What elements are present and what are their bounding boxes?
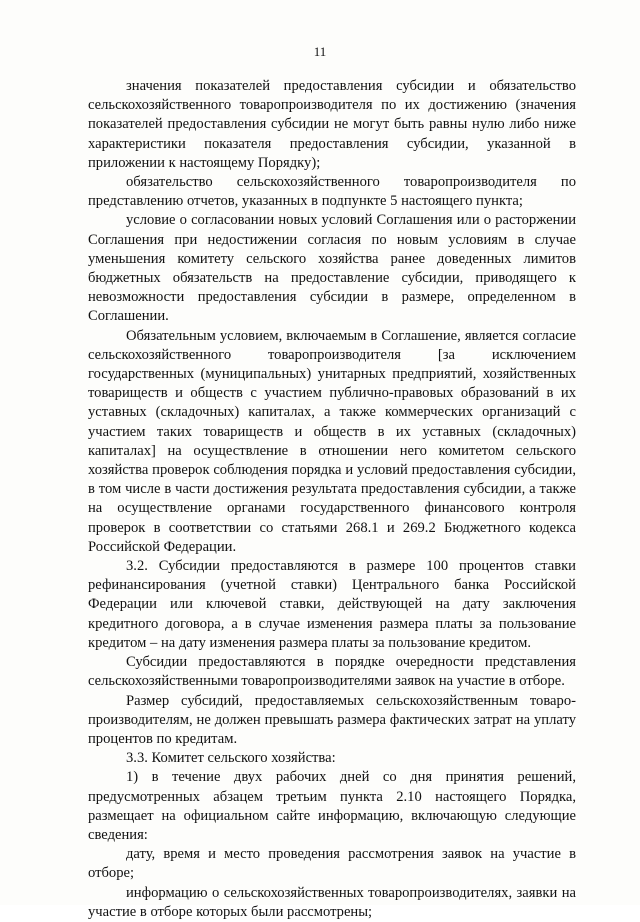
paragraph: условие о согласовании новых условий Соглашения или о расторжении Соглашения при недостижении согласия по новым условиям в случае уменьшения комитету сельского хозяйства ранее доведенных лимитов бюджетных обязательств на предоставление субсидии, приводящего к невозможности предоставления субсидии в размере, определенном в Соглашении. <box>88 212 576 325</box>
paragraph: информацию о сельскохозяйственных товаропроизводителях, заявки на участие в отборе которых были рассмотрены; <box>88 884 576 920</box>
paragraph: 3.3. Комитет сельского хозяйства: <box>126 750 336 767</box>
paragraph: значения показателей предоставления субсидии и обязательство сельскохозяйственного товаропроизводителя по их достижению (значения показателей предоставления субсидии не могут быть равны нулю либо ниже характеристики показателя предоставления субсидии, указанной в приложении к настоящему Порядку); <box>88 78 576 171</box>
paragraph: 3.2. Субсидии предоставляются в размере 100 процентов ставки рефинансирования (учетной ставки) Центрального банка Российской Федерации или ключевой ставки, действующей на дату заключения кредитного договора, а в случае изменения размера платы за пользование кредитом – на дату изменения размера платы за пользование кредитом. <box>88 558 576 651</box>
page-number: 11 <box>313 44 327 59</box>
paragraph: Обязательным условием, включаемым в Соглашение, является согласие сельскохозяйственного товаропроизводителя [за исключением государственных (муниципальных) унитарных предприятий, хозяйственных товариществ и обществ с участием публично-правовых образований в их уставных (складочных) капиталах, а также коммерческих организаций с участием таких товариществ и обществ в их уставных (складочных) капиталах] на осуществление в отношении него комитетом сельского хозяйства проверок соблюдения порядка и условий предоставления субсидии, в том числе в части достижения результата предоставления субсидии, а также на осуществление органами государственного финансового контроля проверок в соответствии со статьями 268.1 и 269.2 Бюджетного кодекса Российской Федерации. <box>88 327 576 555</box>
document-body <box>88 77 576 922</box>
paragraph: Субсидии предоставляются в порядке очередности представления сельскохозяйственными товаропроизводителями заявок на участие в отборе. <box>88 654 576 690</box>
paragraph: дату, время и место проведения рассмотрения заявок на участие в отборе; <box>88 846 576 882</box>
paragraph: 1) в течение двух рабочих дней со дня принятия решений, предусмотренных абзацем третьим пункта 2.10 настоящего Порядка, размещает на официальном сайте информацию, включающую следующие сведения: <box>88 769 576 843</box>
paragraph: Размер субсидий, предоставляемых сельскохозяйственным товаро-производителям, не должен превышать размера фактических затрат на уплату процентов по кредитам. <box>88 692 576 747</box>
paragraph: обязательство сельскохозяйственного товаропроизводителя по представлению отчетов, указанных в подпункте 5 настоящего пункта; <box>88 174 576 210</box>
